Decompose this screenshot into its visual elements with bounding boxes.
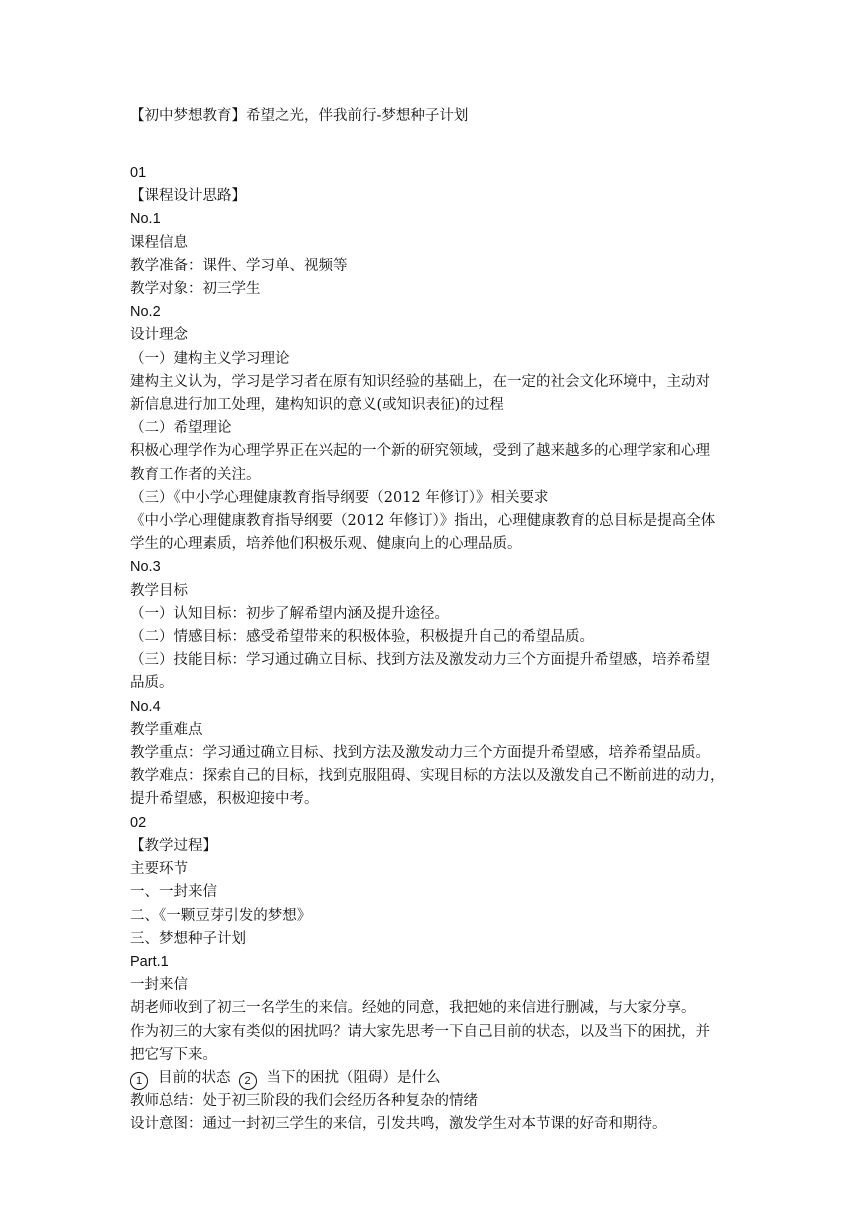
circled-item-text: 当下的困扰（阻碍）是什么 xyxy=(266,1069,441,1086)
subsection-title: 教学目标 xyxy=(130,582,188,599)
subsection-title: 主要环节 xyxy=(130,861,188,878)
subsection-title: 教学重难点 xyxy=(130,721,203,738)
text-line: 教学重点：学习通过确立目标、找到方法及激发动力三个方面提升希望感，培养希望品质。 xyxy=(130,745,710,762)
paragraph xyxy=(130,510,735,556)
paragraph-line: （三）技能目标：学习通过确立目标、找到方法及激发动力三个方面提升希望感，培养希望 xyxy=(130,652,710,669)
item-heading: （三）《中小学心理健康教育指导纲要（2012 年修订）》相关要求 xyxy=(130,489,549,506)
section-number: 02 xyxy=(130,814,147,831)
document-page xyxy=(130,104,735,1137)
paragraph-line: 学生的心理素质，培养他们积极乐观、健康向上的心理品质。 xyxy=(130,536,522,553)
goal-item xyxy=(130,649,735,695)
paragraph-line: 把它写下来。 xyxy=(130,1046,217,1063)
section-heading: 【课程设计思路】 xyxy=(130,188,246,205)
text-line: 教师总结：处于初三阶段的我们会经历各种复杂的情绪 xyxy=(130,1093,478,1110)
paragraph xyxy=(130,371,735,417)
goal-item: （一）认知目标：初步了解希望内涵及提升途径。 xyxy=(130,605,449,622)
text-line: 教学对象：初三学生 xyxy=(130,281,261,298)
document-title: 【初中梦想教育】希望之光，伴我前行-梦想种子计划 xyxy=(130,108,469,124)
subsection-label: Part.1 xyxy=(130,953,169,970)
subsection-label: No.1 xyxy=(130,211,161,228)
subsection-title: 课程信息 xyxy=(130,234,188,251)
paragraph-line: 教育工作者的关注。 xyxy=(130,466,261,483)
circled-number-1: 1 xyxy=(130,1072,148,1090)
paragraph-line: 新信息进行加工处理，建构知识的意义(或知识表征)的过程 xyxy=(130,397,504,414)
section-heading: 【教学过程】 xyxy=(130,837,217,854)
paragraph-line: 教学难点：探索自己的目标，找到克服阻碍、实现目标的方法以及激发自己不断前进的动力， xyxy=(130,768,725,785)
subsection-title: 一封来信 xyxy=(130,977,188,994)
step-item: 一、一封来信 xyxy=(130,884,217,901)
circled-items-row xyxy=(130,1067,735,1090)
section-number: 01 xyxy=(130,165,147,181)
text-line: 设计意图：通过一封初三学生的来信，引发共鸣，激发学生对本节课的好奇和期待。 xyxy=(130,1116,667,1133)
text-line: 胡老师收到了初三一名学生的来信。经她的同意，我把她的来信进行删减，与大家分享。 xyxy=(130,1000,696,1017)
paragraph-line: 提升希望感，积极迎接中考。 xyxy=(130,791,319,808)
subsection-label: No.3 xyxy=(130,559,161,576)
paragraph xyxy=(130,765,735,811)
text-line: 教学准备：课件、学习单、视频等 xyxy=(130,257,348,274)
paragraph-line: 作为初三的大家有类似的困扰吗？请大家先思考一下自己目前的状态，以及当下的困扰，并 xyxy=(130,1023,710,1040)
goal-item: （二）情感目标：感受希望带来的积极体验，积极提升自己的希望品质。 xyxy=(130,629,594,646)
circled-item-text: 目前的状态 xyxy=(158,1069,231,1086)
subsection-label: No.4 xyxy=(130,698,161,715)
subsection-label: No.2 xyxy=(130,304,161,321)
paragraph-line: 积极心理学作为心理学界正在兴起的一个新的研究领域，受到了越来越多的心理学家和心理 xyxy=(130,443,710,460)
circled-number-2: 2 xyxy=(239,1072,257,1090)
paragraph xyxy=(130,440,735,486)
item-heading: （二）希望理论 xyxy=(130,420,232,437)
paragraph xyxy=(130,1021,735,1067)
paragraph-line: 建构主义认为，学习是学习者在原有知识经验的基础上，在一定的社会文化环境中，主动对 xyxy=(130,373,710,390)
step-item: 三、梦想种子计划 xyxy=(130,930,246,947)
subsection-title: 设计理念 xyxy=(130,327,188,344)
paragraph-line: 品质。 xyxy=(130,675,174,692)
step-item: 二、《一颗豆芽引发的梦想》 xyxy=(130,907,312,924)
paragraph-line: 《中小学心理健康教育指导纲要（2012 年修订）》指出，心理健康教育的总目标是提高全体 xyxy=(130,513,716,530)
item-heading: （一）建构主义学习理论 xyxy=(130,350,290,367)
